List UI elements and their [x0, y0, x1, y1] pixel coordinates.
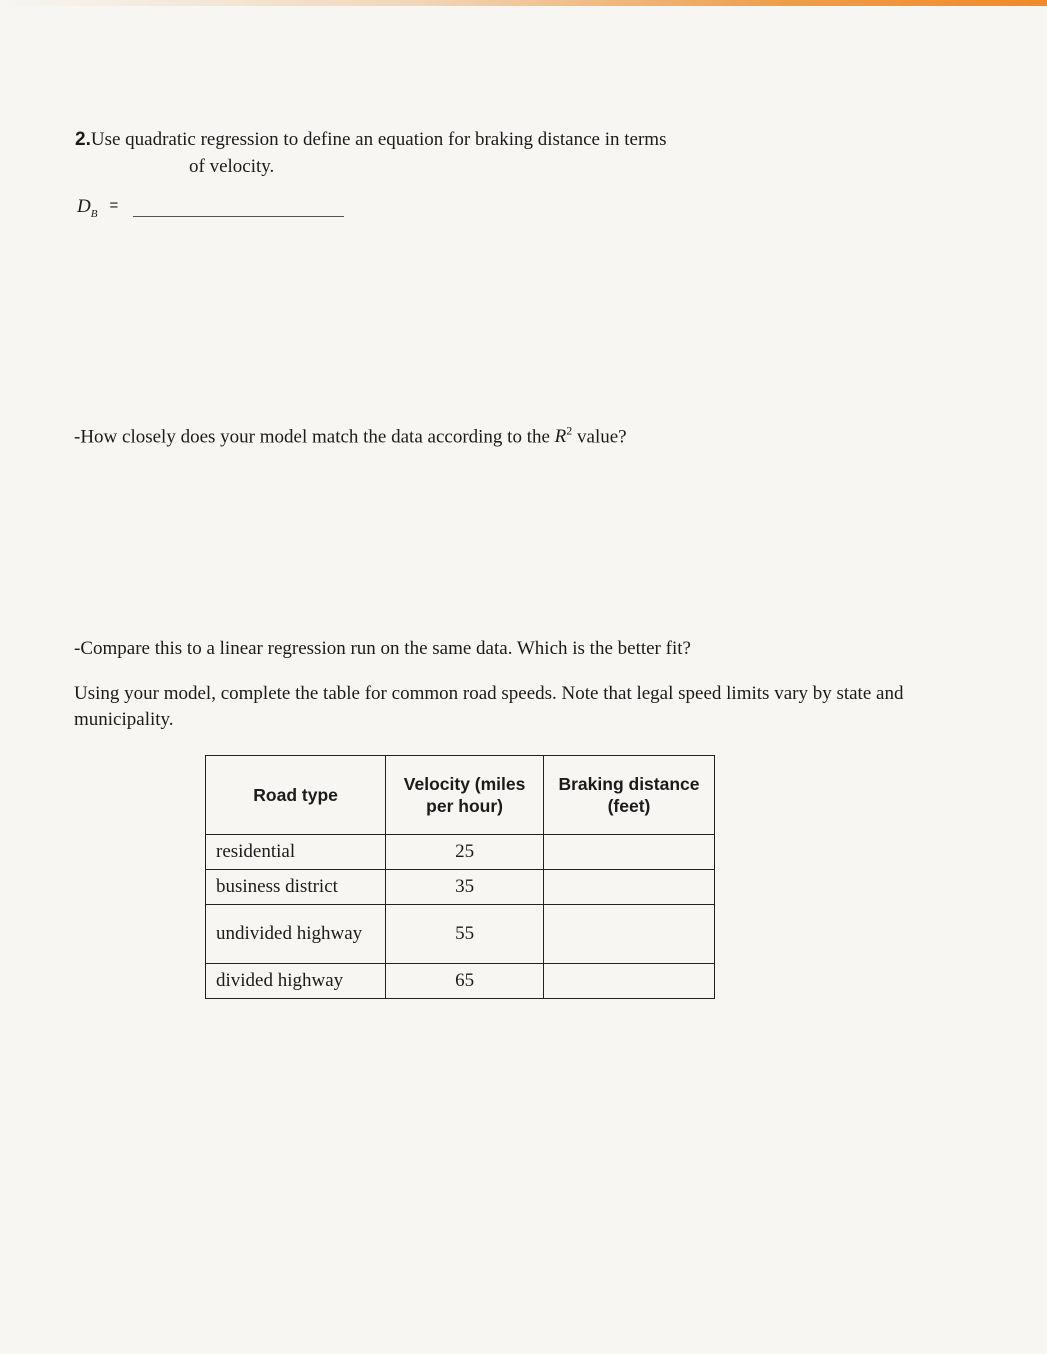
question-2 — [75, 126, 666, 180]
question-number: 2. — [75, 129, 91, 150]
velocity-cell: 55 — [386, 905, 544, 964]
table-row — [206, 835, 715, 870]
compare-prompt: -Compare this to a linear regression run on the same data. Which is the better fit? — [74, 638, 691, 659]
page-top-edge — [0, 0, 1047, 6]
braking-distance-cell[interactable] — [544, 835, 715, 870]
header-road-type: Road type — [206, 756, 386, 835]
road-type-cell: divided highway — [206, 964, 386, 999]
equation-answer-line[interactable] — [133, 216, 344, 217]
table-row — [206, 964, 715, 999]
braking-distance-cell[interactable] — [544, 870, 715, 905]
table-row — [206, 905, 715, 964]
road-speed-table — [205, 755, 715, 999]
question-text-line-1: Use quadratic regression to define an equation for braking distance in terms — [90, 129, 667, 150]
r-squared-prompt: -How closely does your model match the data according to the $R^2$ value? — [74, 424, 627, 448]
header-velocity: Velocity (miles per hour) — [386, 756, 544, 835]
table-instructions: Using your model, complete the table for common road speeds. Note that legal speed limits vary by state and municipality. — [74, 683, 904, 730]
velocity-cell: 35 — [386, 870, 544, 905]
braking-distance-cell[interactable] — [544, 964, 715, 999]
equation-label: $D_B$ — [77, 196, 98, 220]
equation-subscript: B — [90, 207, 98, 220]
equation-row — [77, 196, 118, 220]
r-squared-symbol: $R^2$ — [554, 424, 573, 448]
question-text-line-2: of velocity. — [189, 156, 275, 177]
velocity-cell: 25 — [386, 835, 544, 870]
braking-distance-cell[interactable] — [544, 905, 715, 964]
road-type-cell: residential — [206, 835, 386, 870]
velocity-cell: 65 — [386, 964, 544, 999]
road-type-cell: undivided highway — [206, 905, 386, 964]
table-row — [206, 870, 715, 905]
equals-sign: = — [109, 197, 119, 214]
header-braking-distance: Braking distance (feet) — [544, 756, 715, 835]
table-header-row — [206, 756, 715, 835]
road-type-cell: business district — [206, 870, 386, 905]
